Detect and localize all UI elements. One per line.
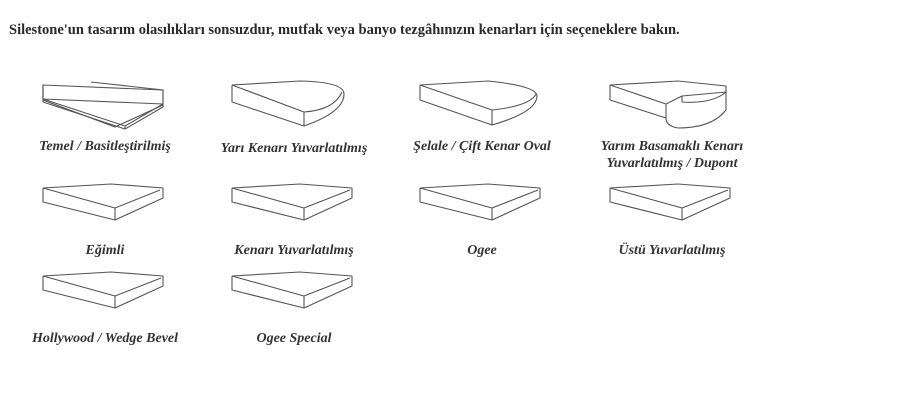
- dupont-edge-icon: [582, 82, 742, 142]
- eased-edge-icon: [204, 186, 364, 236]
- profile-label: [15, 330, 195, 347]
- profile-label: [15, 138, 195, 155]
- top-rounded-edge-icon: [582, 186, 742, 236]
- flat-edge-icon: [15, 82, 175, 142]
- profile-label: [204, 330, 384, 347]
- profile-label-line: Ogee: [467, 243, 497, 258]
- profile-label: [392, 242, 572, 259]
- profile-label: [204, 242, 384, 259]
- profile-label-line: Ogee Special: [256, 331, 332, 346]
- profile-label: [582, 138, 762, 172]
- profile-label-line: Eğimli: [85, 243, 125, 258]
- profile-label-line: Hollywood / Wedge Bevel: [31, 331, 179, 346]
- profile-label: [392, 138, 572, 155]
- profile-label: [15, 242, 195, 259]
- half-bullnose-edge-icon: [204, 82, 364, 142]
- ogee-special-edge-icon: [204, 274, 364, 324]
- profile-label-line: Kenarı Yuvarlatılmış: [234, 243, 354, 258]
- bevel-edge-icon: [15, 186, 175, 236]
- profile-label-line: Yarım Basamaklı Kenarı: [600, 139, 744, 154]
- profile-label: [582, 242, 762, 259]
- profile-label-line: Temel / Basitleştirilmiş: [39, 139, 171, 154]
- profile-label-line: Yuvarlatılmış / Dupont: [606, 156, 738, 171]
- profile-label-line: Üstü Yuvarlatılmış: [618, 243, 726, 258]
- hollywood-bevel-edge-icon: [15, 274, 175, 324]
- ogee-edge-icon: [392, 186, 552, 236]
- profile-label: [204, 140, 384, 157]
- profile-label-line: Şelale / Çift Kenar Oval: [413, 139, 551, 154]
- profile-label-line: Yarı Kenarı Yuvarlatılmış: [220, 141, 368, 156]
- intro-text: Silestone'un tasarım olasılıkları sonsuzdur, mutfak veya banyo tezgâhınızın kenarları için seçeneklere bakın.: [9, 22, 680, 38]
- waterfall-edge-icon: [392, 82, 552, 142]
